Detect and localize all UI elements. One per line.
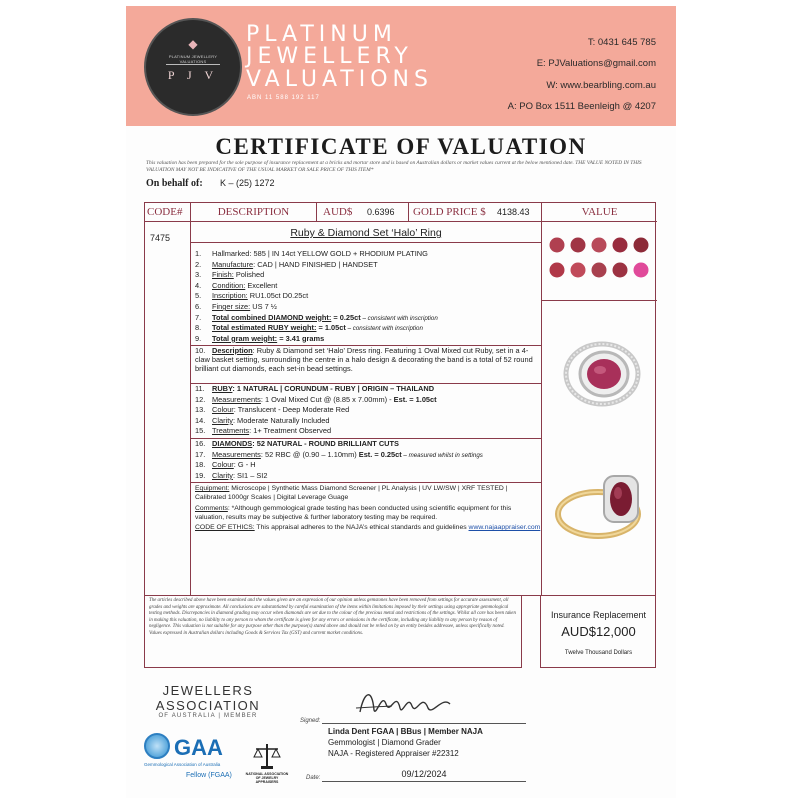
aud-rate: 0.6396 bbox=[367, 207, 395, 217]
list-item: 8. Total estimated RUBY weight: = 1.05ct – consistent with inscription bbox=[195, 323, 423, 333]
swatch bbox=[550, 238, 565, 253]
swatch bbox=[613, 238, 628, 253]
list-item: 6. Finger size: US 7 ½ bbox=[195, 302, 277, 311]
valuation-table bbox=[144, 202, 656, 596]
logo-divider bbox=[166, 64, 220, 65]
divider bbox=[191, 482, 541, 483]
swatch bbox=[592, 263, 607, 278]
header-description: DESCRIPTION bbox=[191, 203, 317, 222]
grader-title: Gemmologist | Diamond Grader bbox=[328, 738, 441, 747]
list-item: 16. DIAMONDS: 52 NATURAL - ROUND BRILLIANT CUTS bbox=[195, 439, 399, 448]
pjv-logo bbox=[144, 18, 242, 116]
jaa-logo-line-2: ASSOCIATION bbox=[155, 698, 261, 713]
equipment-note: Equipment: Microscope | Synthetic Mass Diamond Screener | PL Analysis | UV LW/SW | XRF TESTED | Calibrated 1000gr Scales | Digital Leverage Guage bbox=[195, 485, 508, 502]
certificate-title: CERTIFICATE OF VALUATION bbox=[215, 134, 587, 159]
swatch bbox=[634, 263, 649, 278]
grader-name: Linda Dent FGAA | BBus | Member NAJA bbox=[328, 727, 483, 736]
list-item: 14. Clarity: Moderate Naturally Included bbox=[195, 415, 330, 425]
code-column bbox=[145, 222, 191, 595]
contact-website[interactable]: W: www.bearbling.com.au bbox=[546, 80, 656, 91]
list-item: 15. Treatments: 1+ Treatment Observed bbox=[195, 426, 332, 436]
brand-line-1: PLATINUM bbox=[246, 22, 397, 47]
list-item: 2. Manufacture: CAD | HAND FINISHED | HANDSET bbox=[195, 259, 378, 269]
insurance-box bbox=[540, 596, 656, 668]
contact-email[interactable]: E: PJValuations@gmail.com bbox=[536, 58, 656, 69]
swatch bbox=[571, 238, 586, 253]
gaa-globe-icon bbox=[144, 733, 170, 759]
brand-line-2: JEWELLERY bbox=[246, 44, 413, 69]
jaa-logo-line-1: JEWELLERS bbox=[162, 683, 254, 698]
swatch bbox=[571, 263, 586, 278]
insurance-label: Insurance Replacement bbox=[550, 610, 647, 620]
on-behalf-value: K – (25) 1272 bbox=[220, 178, 275, 188]
header-code: CODE# bbox=[147, 203, 191, 222]
list-item: 13. Colour: Translucent - Deep Moderate Red bbox=[195, 405, 350, 415]
brand-line-3: VALUATIONS bbox=[246, 67, 433, 92]
insurance-value-words: Twelve Thousand Dollars bbox=[564, 650, 633, 656]
swatch bbox=[592, 238, 607, 253]
list-item: 10. Description: Ruby & Diamond set ‘Halo’ Dress ring. Featuring 1 Oval Mixed cut Ruby, set in a 4-claw basket setting, surrounding the centre in a halo design & decorating the band is a total of 52 round brilliant cut diamonds, each set-in bead settings. bbox=[195, 346, 533, 373]
table-header-row bbox=[145, 203, 657, 222]
certificate-page bbox=[126, 6, 676, 798]
jaa-logo-line-3: OF AUSTRALIA | MEMBER bbox=[158, 713, 258, 719]
list-item: 9. Total gram weight: = 3.41 grams bbox=[195, 333, 325, 343]
gaa-fellow: Fellow (FGAA) bbox=[186, 772, 232, 779]
header-aud bbox=[319, 203, 409, 222]
divider bbox=[542, 300, 657, 301]
list-item: 19. Clarity: SI1 – SI2 bbox=[195, 470, 268, 480]
logo-initials: P J V bbox=[167, 68, 219, 82]
list-item: 17. Measurements: 52 RBC @ (0.90 – 1.10mm) Est. = 0.25ct – measured whilst in settings bbox=[195, 449, 483, 459]
aud-label: AUD$ bbox=[323, 206, 353, 218]
gem-icon: ◆ bbox=[188, 37, 198, 51]
list-item: 3. Finish: Polished bbox=[195, 270, 265, 280]
header-value: VALUE bbox=[541, 203, 657, 222]
comments-note: Comments: *Although gemmological grade testing has been conducted using scientific equipment for this valuation, results may be subjective & further laboratory testing may be required. bbox=[195, 505, 512, 522]
date-label: Date: bbox=[306, 775, 321, 781]
on-behalf-label: On behalf of: bbox=[146, 178, 203, 189]
gaa-logo: GAA bbox=[174, 735, 223, 760]
list-item: 1. Hallmarked: 585 | IN 14ct YELLOW GOLD + RHODIUM PLATING bbox=[195, 249, 428, 258]
ruby-colour-swatches bbox=[548, 236, 652, 296]
scales-icon bbox=[252, 741, 282, 771]
naja-link[interactable]: www.najaappraiser.com bbox=[468, 524, 541, 531]
valuation-disclaimer: This valuation has been prepared for the sole purpose of insurance replacement at a bricks and mortar store and is based on Australian dollars or market values current at the below mentioned date. THE VALUE NOTED IN THIS VALUATION MAY NOT BE INDICATIVE OF THE USUAL MARKET OR SALE PRICE OF THIS ITEM* bbox=[146, 160, 642, 173]
swatch bbox=[613, 263, 628, 278]
list-item: 4. Condition: Excellent bbox=[195, 280, 278, 290]
gaa-full-name: Gemmological Association of Australia bbox=[144, 762, 221, 767]
header-gold-price bbox=[411, 203, 541, 222]
list-item: 11. RUBY: 1 NATURAL | CORUNDUM - RUBY | ORIGIN – THAILAND bbox=[195, 384, 435, 393]
naja-logo-text: NATIONAL ASSOCIATION OF JEWELRY APPRAISERS bbox=[245, 772, 289, 784]
terms-text: The articles described above have been examined and the values given are an expression of our opinion unless gemstones have been removed from settings for accurate assessment, all grades and weights are approximate. All conclusions are substantiated by careful examination of the items within limitations imposed by their settings using appropriate gemmological testing methods. Discrepancies in diamond grading may occur when diamonds are set due to the colour of the precious metal and restrictions of the settings. Whilst all care has been taken in making this valuation, no liability to any person to whom the certificate is given for any errors or omissions in the certificate, including any liability to any person by reason of negligence. This valuation is not suitable for any purpose other than the purpose(s) stated above and should not be relied on by an entity besides addressee, unless specifically noted. Values expressed in Australian dollars including Goods & Services Tax (GST) and current market conditions. bbox=[144, 596, 522, 668]
list-item: 18. Colour: G - H bbox=[195, 460, 256, 470]
value-column bbox=[541, 222, 656, 595]
date-value: 09/12/2024 bbox=[401, 769, 447, 779]
item-code: 7475 bbox=[150, 233, 171, 243]
grader-registration: NAJA - Registered Appraiser #22312 bbox=[328, 749, 459, 758]
item-title: Ruby & Diamond Set ‘Halo’ Ring bbox=[290, 227, 442, 239]
abn-number: ABN 11 588 192 117 bbox=[247, 95, 320, 101]
signature bbox=[352, 682, 462, 722]
list-item: 12. Measurements: 1 Oval Mixed Cut @ (8.85 x 7.00mm) - Est. = 1.05ct bbox=[195, 394, 437, 404]
divider bbox=[191, 242, 541, 243]
list-item: 5. Inscription: RU1.05ct D0.25ct bbox=[195, 291, 309, 301]
date-line bbox=[322, 781, 526, 782]
logo-ring-text: PLATINUM JEWELLERY VALUATIONS bbox=[168, 54, 218, 64]
ring-top-view-image bbox=[562, 334, 642, 414]
gold-label: GOLD PRICE $ bbox=[413, 206, 486, 218]
ring-side-view-image bbox=[552, 456, 648, 552]
swatch bbox=[634, 238, 649, 253]
contact-address: A: PO Box 1511 Beenleigh @ 4207 bbox=[507, 101, 656, 112]
gold-price-value: 4138.43 bbox=[497, 207, 530, 217]
contact-phone: T: 0431 645 785 bbox=[587, 37, 656, 48]
list-item: 7. Total combined DIAMOND weight: = 0.25ct – consistent with inscription bbox=[195, 312, 438, 322]
swatch bbox=[550, 263, 565, 278]
signature-line bbox=[322, 723, 526, 724]
insurance-value: AUD$12,000 bbox=[561, 624, 636, 639]
signed-label: Signed: bbox=[300, 718, 321, 724]
header-banner bbox=[126, 6, 676, 126]
ethics-note: CODE OF ETHICS: This appraisal adheres to the NAJA’s ethical standards and guidelines www.najaappraiser.com bbox=[195, 524, 541, 531]
